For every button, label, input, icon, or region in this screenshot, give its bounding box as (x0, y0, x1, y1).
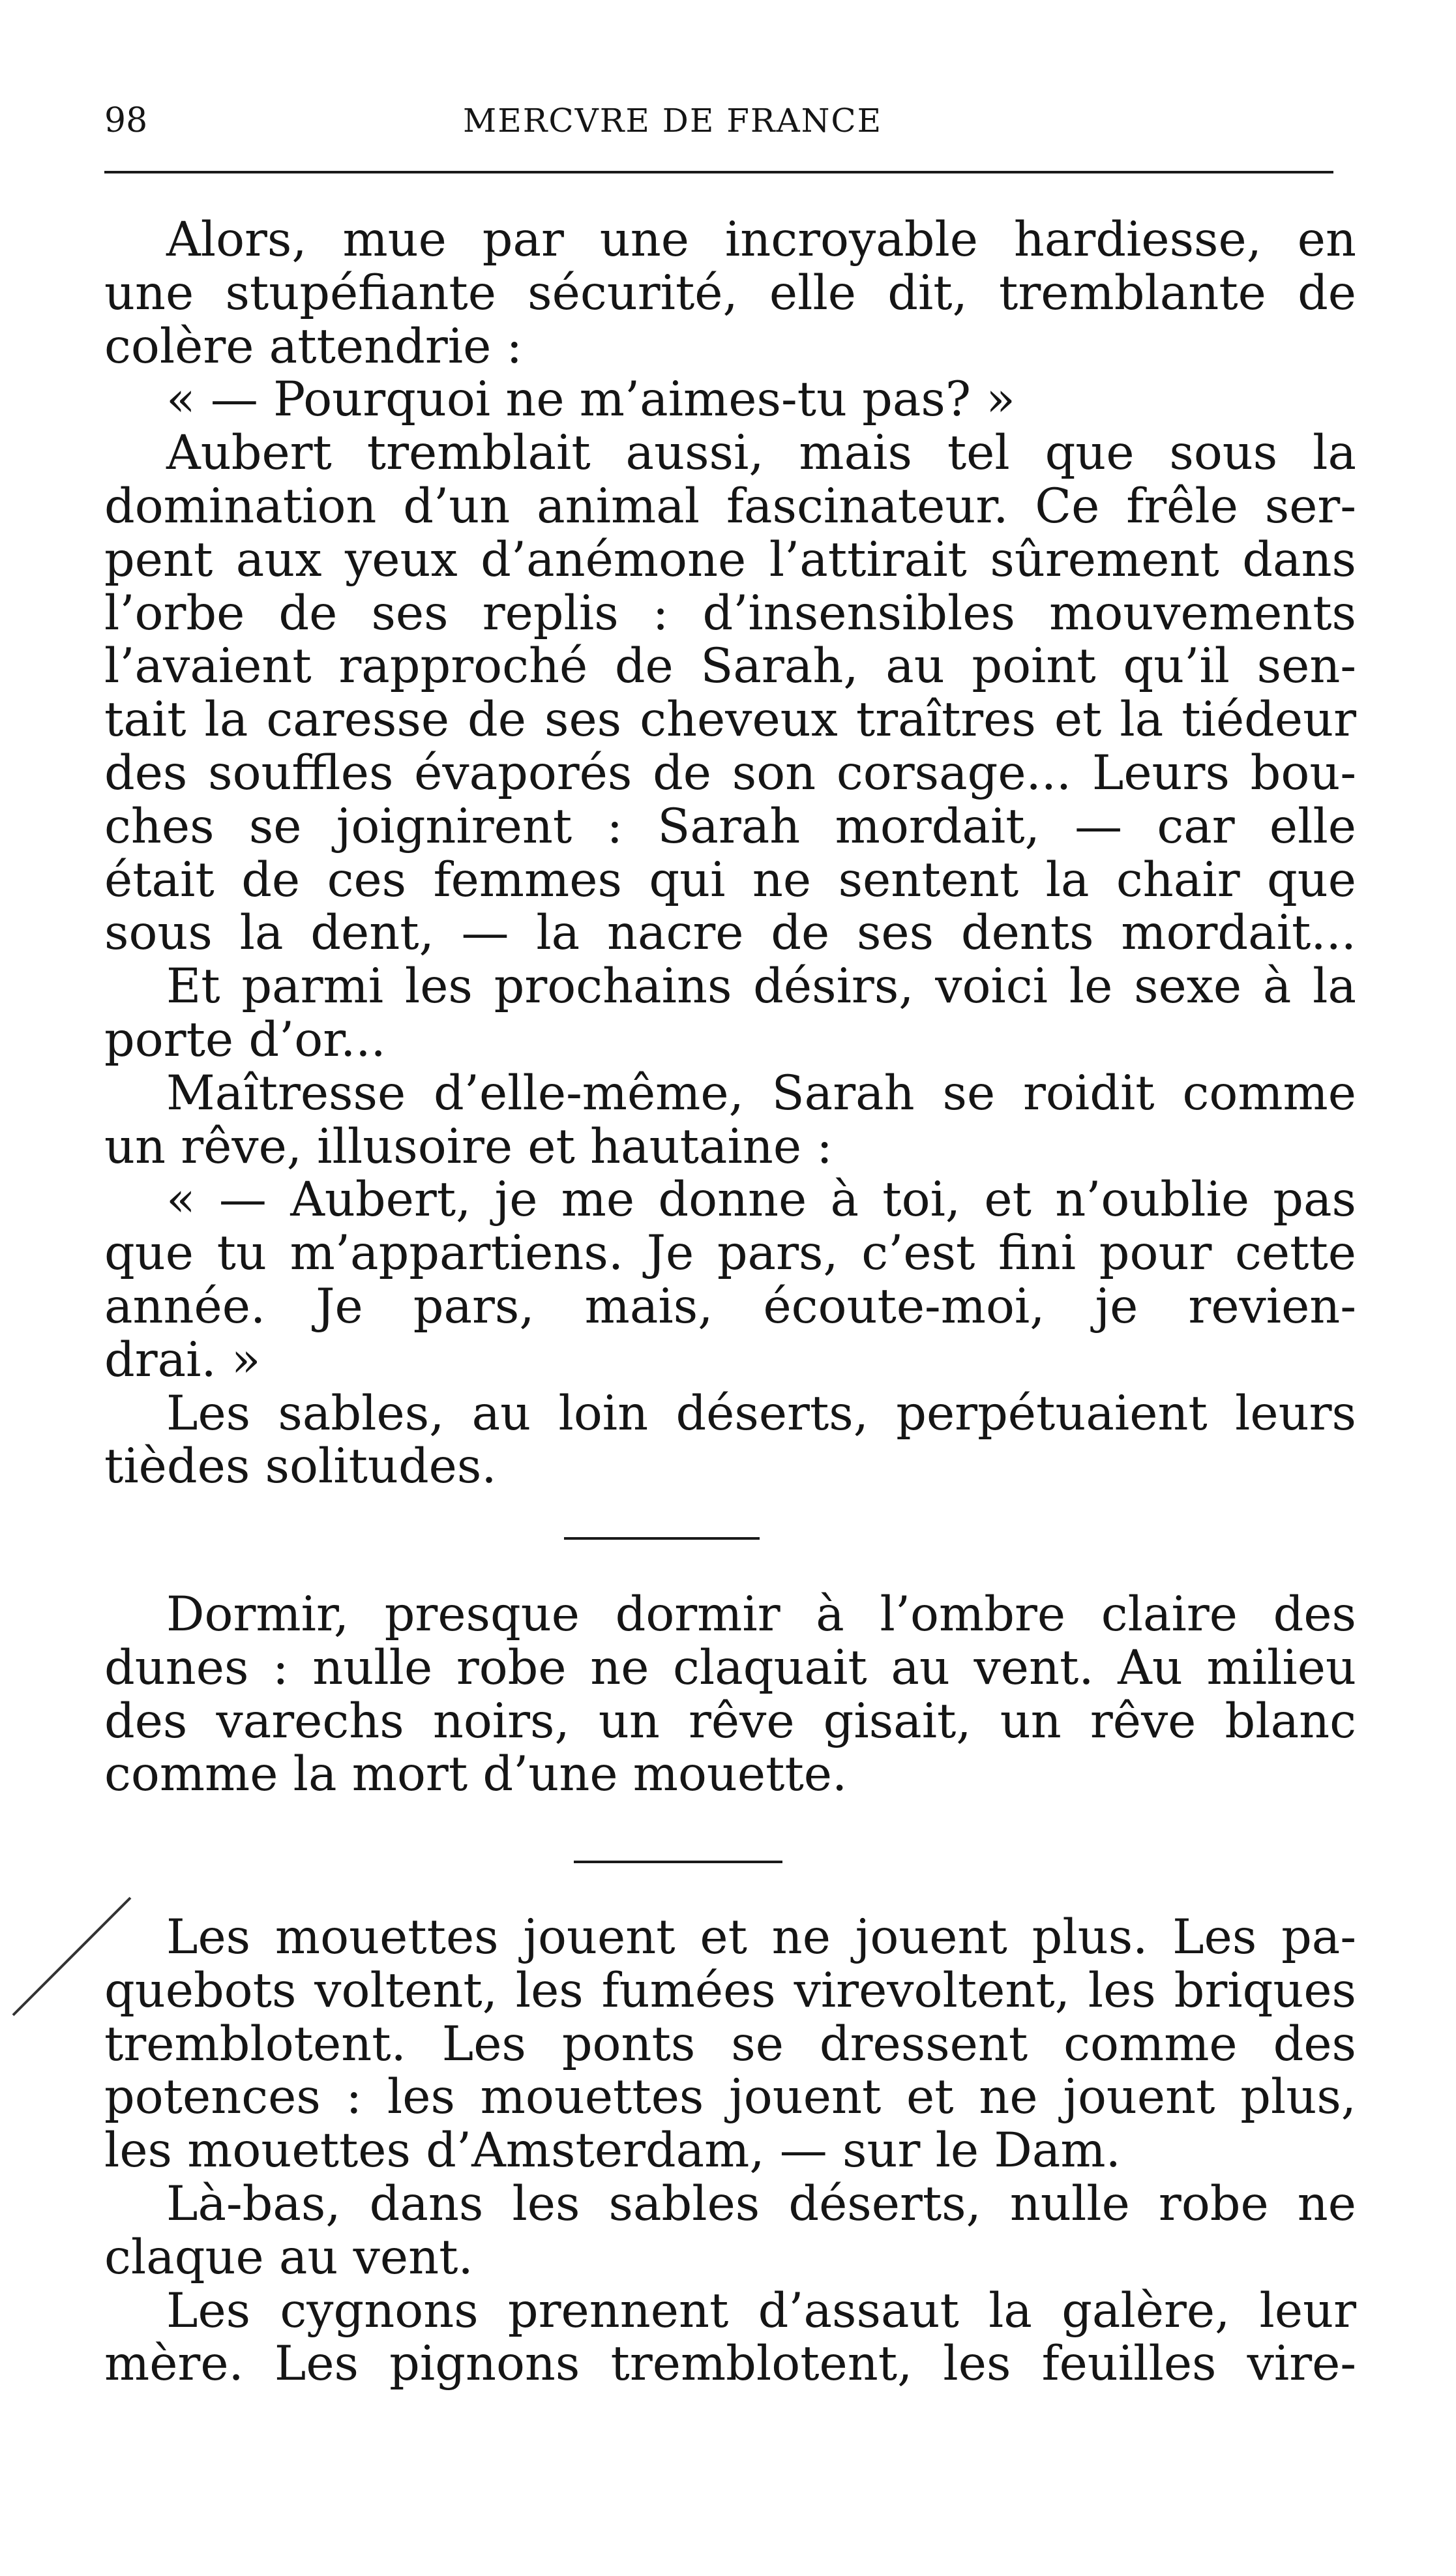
text-line: Les sables, au loin déserts, perpétuaient leurs (166, 1385, 1356, 1441)
passage-sarah-aubert (104, 213, 1356, 1493)
text-line: que tu m’appartiens. Je pars, c’est fini pour cette (104, 1225, 1356, 1281)
pencil-mark (7, 1891, 150, 2022)
text-line: Maîtresse d’elle-même, Sarah se roidit comme (166, 1065, 1356, 1121)
passage-dunes (104, 1588, 1356, 1801)
text-line: une stupéfiante sécurité, elle dit, tremblante de (104, 265, 1356, 321)
text-line: Les cygnons prennent d’assaut la galère, leur (166, 2283, 1356, 2339)
text-line: « — Pourquoi ne m’aimes-tu pas? » (166, 372, 1015, 428)
text-line: quebots voltent, les fumées virevoltent, les briques (104, 1962, 1356, 2018)
text-line: les mouettes d’Amsterdam, — sur le Dam. (104, 2123, 1121, 2179)
text-line: l’avaient rapproché de Sarah, au point qu’il sen- (104, 638, 1356, 695)
text-line: colère attendrie : (104, 318, 523, 374)
text-line: Aubert tremblait aussi, mais tel que sous la (166, 425, 1356, 481)
text-line: drai. » (104, 1332, 261, 1388)
text-line: pent aux yeux d’anémone l’attirait sûrement dans (104, 532, 1356, 588)
text-line: Les mouettes jouent et ne jouent plus. Les pa- (166, 1910, 1356, 1965)
journal-title: MERCVRE DE FRANCE (463, 102, 883, 140)
section-separator (574, 1861, 782, 1863)
passage-mouettes (104, 1911, 1356, 2391)
text-line: Et parmi les prochains désirs, voici le sexe à la (166, 959, 1356, 1015)
text-line: Alors, mue par une incroyable hardiesse, en (166, 212, 1356, 267)
text-line: « — Aubert, je me donne à toi, et n’oublie pas (166, 1172, 1356, 1228)
page-number: 98 (104, 101, 148, 140)
running-head (104, 98, 1333, 143)
text-line: tremblotent. Les ponts se dressent comme des (104, 2016, 1356, 2072)
text-line: tait la caresse de ses cheveux traîtres et la tiédeur (104, 692, 1356, 748)
text-line: Dormir, presque dormir à l’ombre claire des (166, 1587, 1356, 1642)
text-line: tièdes solitudes. (104, 1439, 497, 1495)
text-line: sous la dent, — la nacre de ses dents mordait... (104, 905, 1356, 961)
header-rule (104, 171, 1333, 173)
text-line: dunes : nulle robe ne claquait au vent. Au milieu (104, 1640, 1356, 1696)
text-line: l’orbe de ses replis : d’insensibles mouvements (104, 585, 1356, 641)
text-line: des varechs noirs, un rêve gisait, un rêve blanc (104, 1693, 1356, 1749)
text-line: année. Je pars, mais, écoute-moi, je revien- (104, 1278, 1356, 1334)
text-line: un rêve, illusoire et hautaine : (104, 1118, 833, 1175)
text-line: domination d’un animal fascinateur. Ce frêle ser- (104, 478, 1356, 534)
text-line: comme la mort d’une mouette. (104, 1746, 848, 1803)
text-line: mère. Les pignons tremblotent, les feuilles vire- (104, 2336, 1356, 2392)
text-line: des souffles évaporés de son corsage... Leurs bou- (104, 745, 1356, 801)
text-line: claque au vent. (104, 2229, 473, 2285)
text-line: potences : les mouettes jouent et ne jouent plus, (104, 2069, 1356, 2125)
text-line: était de ces femmes qui ne sentent la chair que (104, 852, 1356, 908)
text-line: porte d’or... (104, 1011, 386, 1068)
text-line: Là-bas, dans les sables déserts, nulle robe ne (166, 2176, 1356, 2232)
text-line: ches se joignirent : Sarah mordait, — car elle (104, 798, 1356, 854)
section-separator (564, 1537, 760, 1540)
